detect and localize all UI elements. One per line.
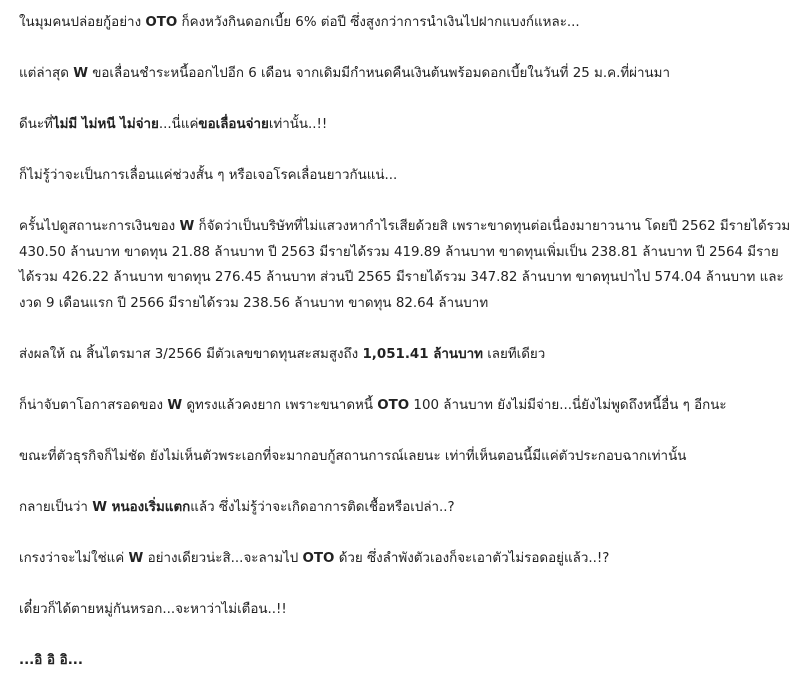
company-w: W [128, 550, 144, 566]
paragraph-accumulated-loss [19, 342, 794, 368]
company-oto: OTO [377, 397, 410, 413]
paragraph-short-or-long [19, 163, 794, 189]
company-oto: OTO [302, 550, 335, 566]
text: เลยทีเดียว [482, 346, 546, 362]
text: กลายเป็นว่า [19, 499, 93, 515]
text: ...นี่แค่ [158, 117, 199, 132]
company-w: W [167, 397, 183, 413]
text: เดี๋ยวก็ได้ตายหมู่กันหรอก...จะหาว่าไม่เตือน..!! [19, 601, 287, 617]
text: ในมุมคนปล่อยกู้อย่าง [19, 15, 146, 30]
paragraph-business-unclear [19, 444, 794, 470]
text: เกรงว่าจะไม่ใช่แค่ [19, 550, 129, 566]
company-w: W [73, 66, 88, 81]
text: ขอเลื่อนชำระหนี้ออกไปอีก 6 เดือน จากเดิมมีกำหนดคืนเงินต้นพร้อมดอกเบี้ยในวันที่ 25 ม.ค.ที่ผ่านมา [87, 66, 671, 81]
text: แต่ล่าสุด [19, 66, 74, 81]
closing-laugh: ...อิ อิ อิ... [19, 652, 83, 668]
paragraph-abscess-bursting [19, 495, 794, 521]
paragraph-warning [19, 597, 794, 623]
text: ก็น่าจับตาโอกาสรอดของ [19, 397, 168, 413]
text: เท่านั้น..!! [268, 117, 328, 132]
text: ส่งผลให้ ณ สิ้นไตรมาส 3/2566 มีตัวเลขขาดทุนสะสมสูงถึง [19, 346, 363, 362]
text: ดีนะที่ [19, 117, 53, 132]
text: ก็คงหวังกินดอกเบี้ย 6% ต่อปี ซึ่งสูงกว่าการนำเงินไปฝากแบงก์แหละ... [177, 15, 580, 30]
paragraph-spread-to-oto [19, 546, 794, 572]
emphasis: W หนองเริ่มแตก [92, 499, 191, 515]
text: ก็ไม่รู้ว่าจะเป็นการเลื่อนแค่ช่วงสั้น ๆ หรือเจอโรคเลื่อนยาวกันแน่... [19, 168, 398, 183]
paragraph-financial-status [19, 214, 794, 316]
company-w: W [179, 219, 195, 234]
paragraph-survival-chance [19, 393, 794, 419]
emphasis: ไม่มี ไม่หนี ไม่จ่าย [52, 117, 159, 132]
accumulated-loss-value: 1,051.41 ล้านบาท [362, 346, 483, 362]
paragraph-debt-postponed [19, 61, 794, 87]
text: ขณะที่ตัวธุรกิจก็ไม่ชัด ยังไม่เห็นตัวพระเอกที่จะมากอบกู้สถานการณ์เลยนะ เท่าที่เห็นตอนนี้มีแค่ตัวประกอบฉากเท่านั้น [19, 448, 687, 464]
paragraph-closing [19, 648, 794, 674]
paragraph-lender-view [19, 10, 794, 36]
paragraph-not-refusing [19, 112, 794, 138]
text: ก็จัดว่าเป็นบริษัทที่ไม่แสวงหากำไรเสียด้วยสิ เพราะขาดทุนต่อเนื่องมายาวนาน โดยปี 2562 มีรายได้รวม 430.50 ล้านบาท ขาดทุน 21.88 ล้านบาท ปี 2563 มีรายได้รวม 419.89 ล้านบาท ขาดทุนเพิ่มเป็น 238.81 ล้านบาท ปี 2564 มีรายได้รวม 426.22 ล้านบาท ขาดทุน 276.45 ล้านบาท ส่วนปี 2565 มีรายได้รวม 347.82 ล้านบาท ขาดทุนปาไป 574.04 ล้านบาท และงวด 9 เดือนแรก ปี 2566 มีรายได้รวม 238.56 ล้านบาท ขาดทุน 82.64 ล้านบาท [19, 219, 791, 311]
text: ครั้นไปดูสถานะการเงินของ [19, 219, 180, 234]
text: ดูทรงแล้วคงยาก เพราะขนาดหนี้ [182, 397, 378, 413]
text: 100 ล้านบาท ยังไม่มีจ่าย...นี่ยังไม่พูดถึงหนี้อื่น ๆ อีกนะ [409, 397, 727, 413]
text: อย่างเดียวน่ะสิ...จะลามไป [143, 550, 303, 566]
text: ด้วย ซึ่งลำพังตัวเองก็จะเอาตัวไม่รอดอยู่แล้ว..!? [334, 550, 610, 566]
emphasis: ขอเลื่อนจ่าย [198, 117, 269, 132]
company-oto: OTO [145, 15, 178, 30]
text: แล้ว ซึ่งไม่รู้ว่าจะเกิดอาการติดเชื้อหรือเปล่า..? [190, 499, 455, 515]
